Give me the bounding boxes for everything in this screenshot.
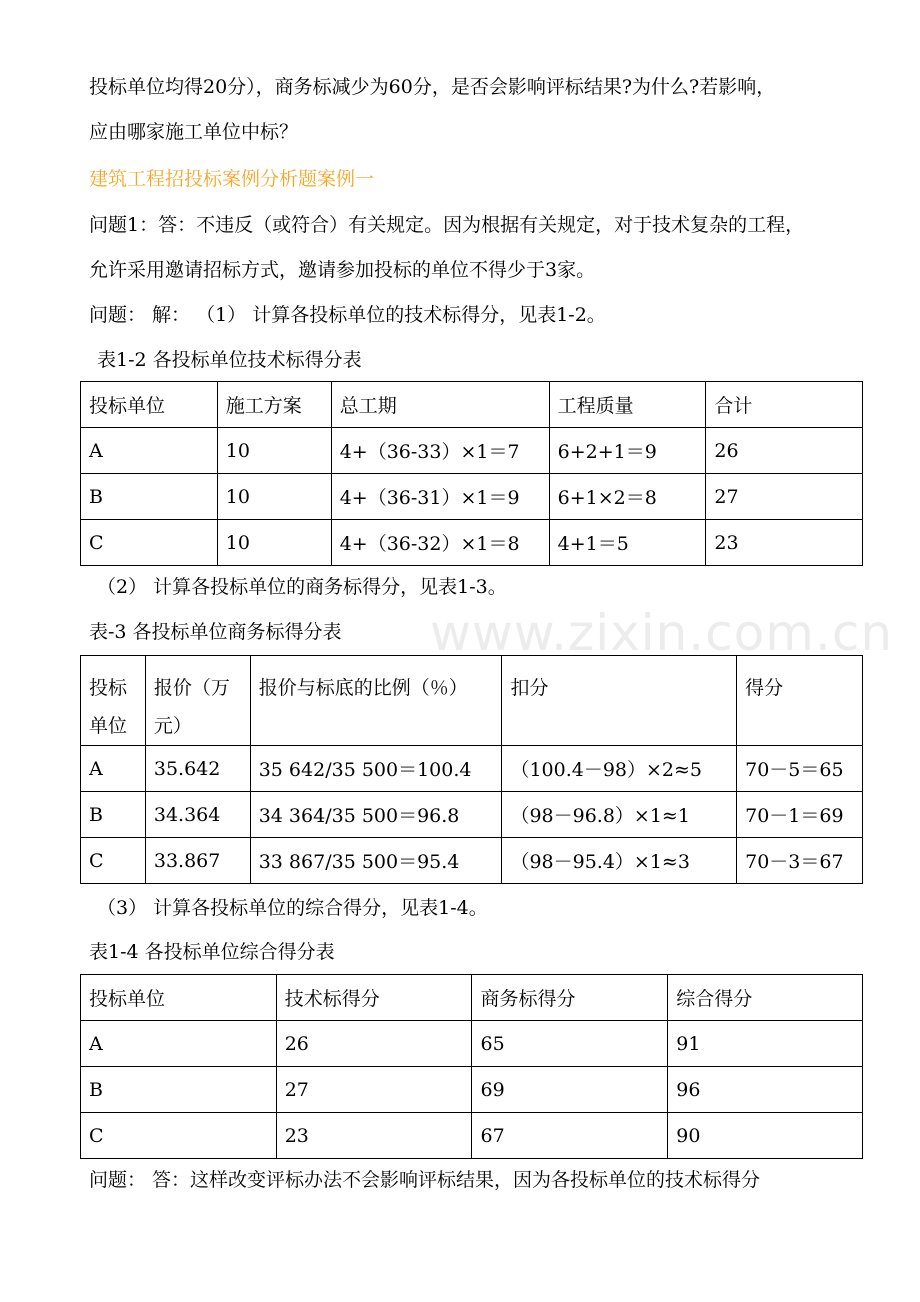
tech-score-table [80, 381, 863, 566]
table-cell: C [81, 1113, 277, 1159]
table-row [81, 792, 863, 838]
header-cell: 投标单位 [81, 975, 277, 1021]
paragraph-line: 应由哪家施工单位中标？ [89, 121, 299, 143]
header-text: 单位 [89, 715, 128, 737]
table-cell: 10 [217, 520, 331, 566]
table-cell: B [81, 792, 146, 838]
header-cell: 工程质量 [549, 382, 706, 428]
header-cell [81, 656, 146, 746]
table-cell: 27 [276, 1067, 472, 1113]
header-text: 投标 [89, 677, 128, 699]
table-row [81, 1067, 863, 1113]
header-text: 报价（万 [153, 677, 230, 699]
header-cell: 报价与标底的比例（％） [250, 656, 502, 746]
table-cell: 27 [706, 474, 863, 520]
table-cell: 35 642/35 500＝100.4 [250, 746, 502, 792]
table-header-row [81, 382, 863, 428]
table-caption: 表1-4 各投标单位综合得分表 [89, 941, 335, 963]
table-cell: 34 364/35 500＝96.8 [250, 792, 502, 838]
watermark: www.zixin.com.cn [430, 604, 894, 662]
table-cell: 90 [668, 1113, 863, 1159]
paragraph-line: 问题1：答：不违反（或符合）有关规定。因为根据有关规定，对于技术复杂的工程， [89, 214, 805, 236]
table-cell: C [81, 520, 218, 566]
header-cell: 综合得分 [668, 975, 863, 1021]
table-cell: （98－96.8）×1≈1 [502, 792, 737, 838]
header-cell [145, 656, 250, 746]
table-cell: A [81, 428, 218, 474]
table-caption: 表1-2 各投标单位技术标得分表 [97, 349, 362, 371]
table-cell: 6+2+1＝9 [549, 428, 706, 474]
table-cell: 33.867 [145, 838, 250, 884]
table-cell: 65 [472, 1021, 668, 1067]
table-row [81, 1113, 863, 1159]
table-cell: C [81, 838, 146, 884]
paragraph-line: 允许采用邀请招标方式，邀请参加投标的单位不得少于3家。 [89, 259, 596, 281]
table-cell: 70－1＝69 [737, 792, 863, 838]
section-heading: 建筑工程招投标案例分析题案例一 [89, 168, 375, 190]
header-cell: 投标单位 [81, 382, 218, 428]
table-cell: 70－3＝67 [737, 838, 863, 884]
table-row [81, 838, 863, 884]
header-cell: 合计 [706, 382, 863, 428]
table-cell: 91 [668, 1021, 863, 1067]
header-cell: 得分 [737, 656, 863, 746]
table-header-row [81, 656, 863, 746]
table-cell: 33 867/35 500＝95.4 [250, 838, 502, 884]
table-cell: 67 [472, 1113, 668, 1159]
table-cell: 26 [276, 1021, 472, 1067]
table-cell: 4+（36-31）×1＝9 [331, 474, 549, 520]
table-cell: （100.4－98）×2≈5 [502, 746, 737, 792]
table-row [81, 520, 863, 566]
table-cell: 23 [706, 520, 863, 566]
table-cell: 35.642 [145, 746, 250, 792]
header-cell: 商务标得分 [472, 975, 668, 1021]
total-score-table [80, 974, 863, 1159]
paragraph-line: （3） 计算各投标单位的综合得分，见表1-4。 [97, 897, 488, 919]
table-cell: A [81, 746, 146, 792]
table-cell: B [81, 474, 218, 520]
paragraph-line: （2） 计算各投标单位的商务标得分，见表1-3。 [97, 576, 507, 598]
header-cell: 总工期 [331, 382, 549, 428]
business-score-table [80, 655, 863, 884]
table-header-row [81, 975, 863, 1021]
table-caption: 表-3 各投标单位商务标得分表 [89, 621, 342, 643]
table-cell: 4+（36-32）×1＝8 [331, 520, 549, 566]
table-cell: 4+（36-33）×1＝7 [331, 428, 549, 474]
table-cell: A [81, 1021, 277, 1067]
table-cell: 10 [217, 474, 331, 520]
header-cell: 扣分 [502, 656, 737, 746]
table-row [81, 428, 863, 474]
table-row [81, 1021, 863, 1067]
table-cell: 96 [668, 1067, 863, 1113]
paragraph-line: 问题： 解： （1） 计算各投标单位的技术标得分，见表1-2。 [89, 304, 606, 326]
table-cell: 10 [217, 428, 331, 474]
header-cell: 技术标得分 [276, 975, 472, 1021]
table-cell: 34.364 [145, 792, 250, 838]
paragraph-line: 投标单位均得20分），商务标减少为60分，是否会影响评标结果?为什么?若影响， [89, 76, 776, 98]
table-row [81, 474, 863, 520]
table-cell: 70－5＝65 [737, 746, 863, 792]
header-text: 元） [153, 715, 192, 737]
header-cell: 施工方案 [217, 382, 331, 428]
table-cell: （98－95.4）×1≈3 [502, 838, 737, 884]
table-cell: 6+1×2＝8 [549, 474, 706, 520]
table-cell: 69 [472, 1067, 668, 1113]
paragraph-line: 问题： 答：这样改变评标办法不会影响评标结果，因为各投标单位的技术标得分 [89, 1169, 761, 1191]
table-cell: B [81, 1067, 277, 1113]
table-row [81, 746, 863, 792]
table-cell: 26 [706, 428, 863, 474]
table-cell: 4+1＝5 [549, 520, 706, 566]
table-cell: 23 [276, 1113, 472, 1159]
